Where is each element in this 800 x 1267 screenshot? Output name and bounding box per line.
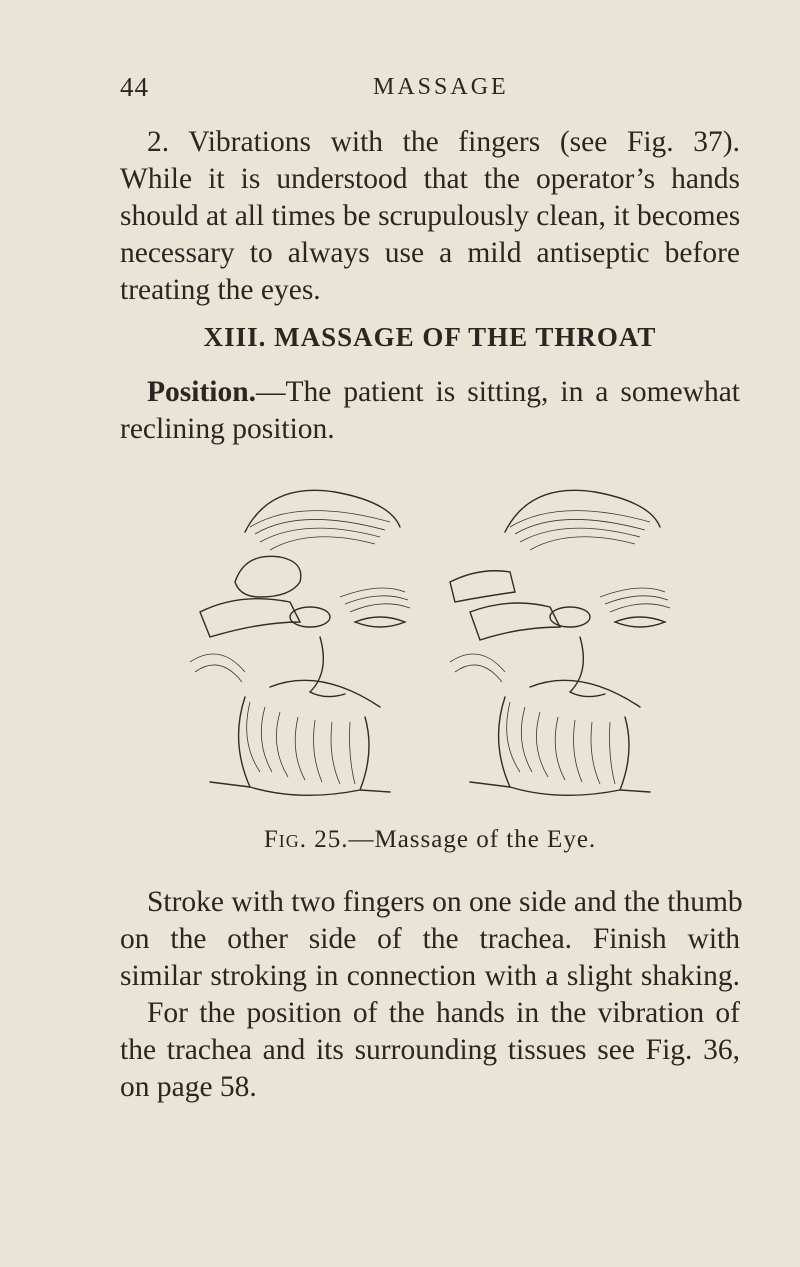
text-line: similar stroking in connection with a slight shaking.	[120, 960, 740, 992]
text-line: Stroke with two fingers on one side and the thumb	[147, 886, 743, 918]
text-line: While it is understood that the operator’s hands	[120, 163, 740, 195]
paragraph-throat-stroke	[120, 884, 743, 1106]
page-header	[120, 72, 740, 112]
position-text: —The patient is sitting, in a somewhat	[256, 376, 740, 408]
text-line: reclining position.	[120, 413, 335, 445]
text-line: the trachea and its surrounding tissues see Fig. 36,	[120, 1034, 740, 1066]
right-face-drawing	[450, 490, 670, 795]
running-head: MASSAGE	[373, 74, 509, 100]
page-number: 44	[120, 72, 149, 102]
paragraph-position	[120, 374, 740, 448]
caption-text: 25.—Massage of the Eye.	[306, 826, 597, 853]
text-line: treating the eyes.	[120, 274, 321, 306]
text-line: on the other side of the trachea. Finish with	[120, 923, 740, 955]
eye-massage-illustration	[150, 472, 710, 812]
text-line: necessary to always use a mild antiseptic before	[120, 237, 740, 269]
left-face-drawing	[190, 490, 410, 795]
text-line	[120, 374, 740, 411]
caption-label: Fig.	[263, 826, 307, 853]
position-lead: Position.	[147, 376, 256, 408]
section-heading: XIII. MASSAGE OF THE THROAT	[203, 322, 657, 352]
text-line: 2. Vibrations with the fingers (see Fig. 37).	[147, 126, 740, 158]
text-line: For the position of the hands in the vibration of	[147, 997, 740, 1029]
paragraph-vibrations	[120, 124, 740, 309]
figure-caption	[120, 826, 740, 854]
text-line: should at all times be scrupulously clean, it becomes	[120, 200, 741, 232]
text-line: on page 58.	[120, 1071, 257, 1103]
